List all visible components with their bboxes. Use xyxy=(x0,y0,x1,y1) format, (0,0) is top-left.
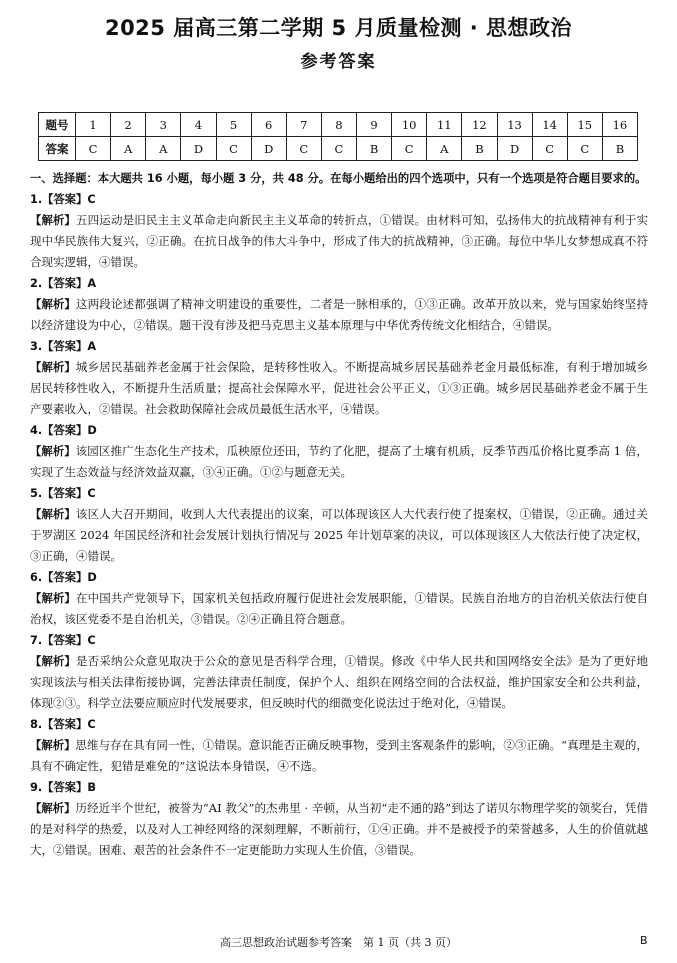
page-subtitle: 参考答案 xyxy=(300,52,377,72)
answer-cell: A xyxy=(427,137,462,161)
question-number-cell: 7 xyxy=(286,113,321,137)
question-number-cell: 1 xyxy=(76,113,111,137)
explanation-text: 五四运动是旧民主主义革命走向新民主主义革命的转折点，①错误。由材料可知，弘扬伟大的抗战精神有利于实现中华民族伟大复兴，②正确。在抗日战争的伟大斗争中，形成了伟大的抗战精神，③正确。每位中华儿女梦想成真不符合现实逻辑，④错误。 xyxy=(30,213,648,269)
explanation-tag: 【解析】 xyxy=(30,655,76,668)
answer-cell: C xyxy=(532,137,567,161)
answer-line xyxy=(30,714,648,735)
question-block-2 xyxy=(30,273,648,336)
answer-line xyxy=(30,567,648,588)
explanation-tag: 【解析】 xyxy=(30,214,76,227)
row-label-answers: 答案 xyxy=(39,137,76,161)
answer-value: B xyxy=(87,781,96,794)
explanation xyxy=(30,210,648,273)
question-number: 9. xyxy=(30,781,43,794)
answer-cell: C xyxy=(216,137,251,161)
answer-cell: B xyxy=(357,137,392,161)
question-number: 1. xyxy=(30,193,43,206)
explanation xyxy=(30,588,648,630)
question-number: 8. xyxy=(30,718,43,731)
answer-cell: C xyxy=(321,137,356,161)
explanation xyxy=(30,357,648,420)
explanation xyxy=(30,651,648,714)
explanation-tag: 【解析】 xyxy=(30,592,76,605)
answer-cell: D xyxy=(181,137,216,161)
question-block-5 xyxy=(30,483,648,567)
explanation xyxy=(30,504,648,567)
question-block-4 xyxy=(30,420,648,483)
explanation xyxy=(30,441,648,483)
explanation-text: 该区人大召开期间，收到人大代表提出的议案，可以体现该区人大代表行使了提案权，①错误，②正确。通过关于罗湖区 2024 年国民经济和社会发展计划执行情况与 2025 年计划草案的决议，可以体现该区人大依法行使了决定权，③正确，④错误。 xyxy=(30,507,648,563)
answer-cell: B xyxy=(602,137,637,161)
answer-tag: 【答案】 xyxy=(42,277,88,290)
answer-value: A xyxy=(87,277,97,290)
explanation xyxy=(30,735,648,777)
answer-value: C xyxy=(87,718,96,731)
question-number-cell: 12 xyxy=(462,113,497,137)
answer-line xyxy=(30,777,648,798)
explanation-text: 思维与存在具有同一性，①错误。意识能否正确反映事物，受到主客观条件的影响，②③正确。“真理是主观的，具有不确定性，犯错是难免的”这说法本身错误，④不选。 xyxy=(30,738,648,773)
question-number: 2. xyxy=(30,277,43,290)
answer-tag: 【答案】 xyxy=(42,487,88,500)
explanation-text: 该园区推广生态化生产技术，瓜秧原位还田，节约了化肥，提高了土壤有机质，反季节西瓜价格比夏季高 1 倍，实现了生态效益与经济效益双赢，③④正确。①②与题意无关。 xyxy=(30,444,648,479)
answer-cell: D xyxy=(497,137,532,161)
answer-tag: 【答案】 xyxy=(42,718,88,731)
answer-cell: A xyxy=(111,137,146,161)
answer-value: C xyxy=(87,487,96,500)
explanation-tag: 【解析】 xyxy=(30,802,76,815)
paper-version-mark: B xyxy=(640,934,648,947)
question-number-cell: 3 xyxy=(146,113,181,137)
explanation-tag: 【解析】 xyxy=(30,508,76,521)
answer-cell: D xyxy=(251,137,286,161)
question-number-cell: 16 xyxy=(602,113,637,137)
answer-table-number-row xyxy=(39,113,638,137)
question-number-cell: 2 xyxy=(111,113,146,137)
answer-tag: 【答案】 xyxy=(42,424,88,437)
explanation-text: 城乡居民基础养老金属于社会保险，是转移性收入。不断提高城乡居民基础养老金月最低标准，有利于增加城乡居民转移性收入，不断提升生活质量；提高社会保障水平，促进社会公平正义，①③正确。城乡居民基础养老金不属于生产要素收入，②错误。社会救助保障社会成员最低生活水平，④错误。 xyxy=(30,360,648,416)
answer-cell: C xyxy=(392,137,427,161)
answer-value: C xyxy=(87,634,96,647)
question-block-7 xyxy=(30,630,648,714)
answer-cell: C xyxy=(567,137,602,161)
question-number-cell: 15 xyxy=(567,113,602,137)
row-label-numbers: 题号 xyxy=(39,113,76,137)
question-number-cell: 11 xyxy=(427,113,462,137)
answer-value: A xyxy=(87,340,97,353)
question-block-1 xyxy=(30,189,648,273)
question-block-3 xyxy=(30,336,648,420)
explanation-text: 在中国共产党领导下，国家机关包括政府履行促进社会发展职能，①错误。民族自治地方的自治机关依法行使自治权，该区党委不是自治机关，③错误。②④正确且符合题意。 xyxy=(30,591,648,626)
explanation-tag: 【解析】 xyxy=(30,739,76,752)
question-number-cell: 6 xyxy=(251,113,286,137)
question-block-6 xyxy=(30,567,648,630)
question-number-cell: 4 xyxy=(181,113,216,137)
answer-tag: 【答案】 xyxy=(42,571,88,584)
question-number-cell: 8 xyxy=(321,113,356,137)
answer-line xyxy=(30,336,648,357)
explanation-text: 是否采纳公众意见取决于公众的意见是否科学合理，①错误。修改《中华人民共和国网络安全法》是为了更好地实现该法与相关法律衔接协调，完善法律责任制度，保护个人、组织在网络空间的合法权益，维护国家安全和公共利益，体现②③。科学立法要应顺应时代发展要求，但反映时代的细微变化说法过于绝对化，④错误。 xyxy=(30,654,648,710)
page-title: 2025 届高三第二学期 5 月质量检测 · 思想政治 xyxy=(104,16,573,40)
answer-table xyxy=(38,112,638,161)
question-number: 4. xyxy=(30,424,43,437)
explanation xyxy=(30,294,648,336)
answer-tag: 【答案】 xyxy=(42,340,88,353)
answer-line xyxy=(30,483,648,504)
question-block-9 xyxy=(30,777,648,861)
section-heading: 一、选择题：本大题共 16 小题，每小题 3 分，共 48 分。在每小题给出的四个选项中，只有一个选项是符合题目要求的。 xyxy=(30,172,647,185)
answer-line xyxy=(30,630,648,651)
answer-cell: C xyxy=(76,137,111,161)
question-number: 5. xyxy=(30,487,43,500)
answer-tag: 【答案】 xyxy=(42,781,88,794)
question-number: 3. xyxy=(30,340,43,353)
explanation-text: 这两段论述都强调了精神文明建设的重要性，二者是一脉相承的，①③正确。改革开放以来，党与国家始终坚持以经济建设为中心，②错误。题干没有涉及把马克思主义基本原理与中华优秀传统文化相结合，④错误。 xyxy=(30,297,648,332)
answer-cell: B xyxy=(462,137,497,161)
question-number-cell: 10 xyxy=(392,113,427,137)
explanation-tag: 【解析】 xyxy=(30,445,76,458)
answer-cell: A xyxy=(146,137,181,161)
answer-line xyxy=(30,273,648,294)
answer-line xyxy=(30,189,648,210)
question-number: 6. xyxy=(30,571,43,584)
explanation-text: 历经近半个世纪，被誉为“AI 教父”的杰弗里 · 辛顿，从当初“走不通的路”到达了诺贝尔物理学奖的领奖台，凭借的是对科学的热爱，以及对人工神经网络的深刻理解，不断前行，①④正确。并不是被授予的荣誉越多，人生的价值就越大，②错误。困难、艰苦的社会条件不一定更能助力实现人生价值，③错误。 xyxy=(30,801,648,857)
page-footer: 高三思想政治试题参考答案 第 1 页（共 3 页） xyxy=(220,936,457,949)
answer-tag: 【答案】 xyxy=(42,193,88,206)
answer-tag: 【答案】 xyxy=(42,634,88,647)
question-number-cell: 13 xyxy=(497,113,532,137)
answer-value: D xyxy=(87,424,97,437)
question-number-cell: 9 xyxy=(357,113,392,137)
explanation xyxy=(30,798,648,861)
answer-line xyxy=(30,420,648,441)
answer-table-answer-row xyxy=(39,137,638,161)
question-number: 7. xyxy=(30,634,43,647)
answer-value: D xyxy=(87,571,97,584)
explanation-tag: 【解析】 xyxy=(30,298,76,311)
question-number-cell: 5 xyxy=(216,113,251,137)
answer-cell: C xyxy=(286,137,321,161)
answer-content xyxy=(30,168,648,861)
question-number-cell: 14 xyxy=(532,113,567,137)
question-block-8 xyxy=(30,714,648,777)
explanation-tag: 【解析】 xyxy=(30,361,76,374)
answer-value: C xyxy=(87,193,96,206)
